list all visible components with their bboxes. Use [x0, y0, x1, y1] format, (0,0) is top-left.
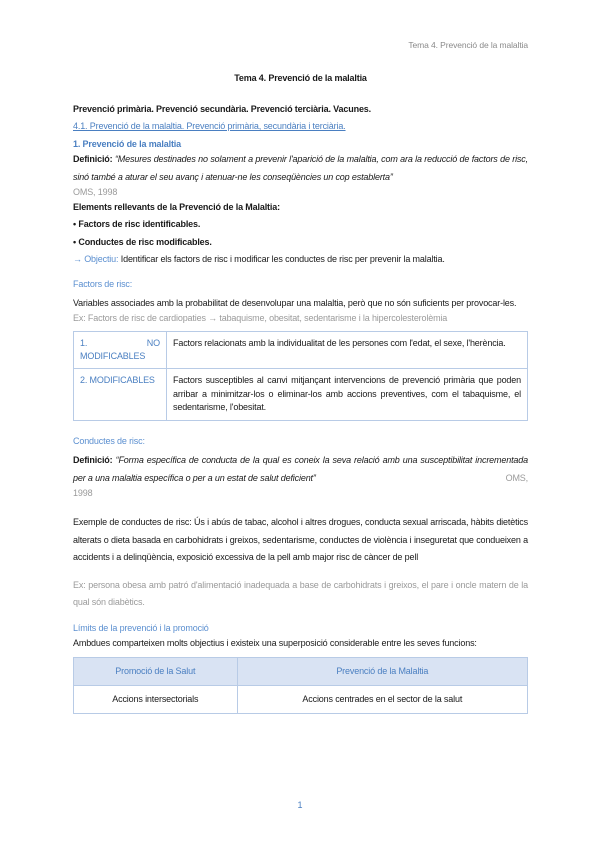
definition-2 — [73, 452, 528, 487]
definition-2-source: OMS, — [505, 472, 528, 483]
risk-description-cell: Factors relacionats amb la individualitat de les persones com l'edat, el sexe, l'herència. — [167, 332, 528, 369]
risk-description-cell: Factors susceptibles al canvi mitjançant intervencions de prevenció primària que poden arribar a minimitzar-los o eliminar-los amb accions preventives, com el tabaquisme, el sedentarisme, l'obesitat. — [167, 369, 528, 421]
conductes-example-2: Ex: persona obesa amb patró d'alimentació inadequada a base de carbohidrats i greixos, el pare i oncle matern de la qual són diabètics. — [73, 579, 528, 608]
bullet-factors: • Factors de risc identificables. — [73, 219, 201, 230]
heading-prevencio: 1. Prevenció de la malaltia — [73, 139, 182, 150]
running-header: Tema 4. Prevenció de la malaltia — [408, 40, 528, 50]
heading-conductes: Conductes de risc: — [73, 435, 145, 446]
risk-type-modificables: MODIFICABLES — [80, 351, 146, 362]
bullet-conductes: • Conductes de risc modificables. — [73, 236, 212, 247]
definition-1 — [73, 151, 528, 186]
risk-type-cell: 2. MODIFICABLES — [74, 369, 167, 421]
col-header-prevencio: Prevenció de la Malaltia — [237, 658, 527, 686]
objective-text: Identificar els factors de risc i modificar les conductes de risc per prevenir la malaltia. — [120, 253, 445, 264]
heading-factors: Factors de risc: — [73, 278, 133, 289]
objective-label: → Objectiu: — [73, 253, 119, 264]
risk-factors-table — [73, 331, 528, 421]
limits-text: Ambdues comparteixen molts objectius i existeix una superposició considerable entre les seves funcions: — [73, 637, 477, 648]
table-row — [74, 332, 528, 369]
document-title: Tema 4. Prevenció de la malaltia — [234, 73, 367, 83]
factors-definition: Variables associades amb la probabilitat de desenvolupar una malaltia, però que no són suficients per provocar-les. — [73, 297, 517, 308]
definition-1-text: “Mesures destinades no solament a prevenir l'aparició de la malaltia, com ara la reducció de factors de risc, sinó també a aturar el seu avanç i atenuar-ne les conseqüències un cop establerta” — [73, 154, 528, 182]
objective-line — [73, 251, 528, 268]
table-cell: Accions centrades en el sector de la salut — [237, 686, 527, 714]
definition-2-text: “Forma específica de conducta de la qual es coneix la seva relació amb una susceptibilitat incrementada per a una malaltia específica o per a un estat de salut deficient” — [73, 454, 528, 483]
definition-1-source: OMS, 1998 — [73, 187, 118, 198]
table-row — [74, 686, 528, 714]
definition-1-label: Definició: — [73, 154, 113, 165]
col-header-promocio: Promoció de la Salut — [74, 658, 238, 686]
table-header-row — [74, 658, 528, 686]
page-number: 1 — [297, 800, 303, 810]
section-link[interactable]: 4.1. Prevenció de la malaltia. Prevenció primària, secundària i terciària. — [73, 121, 346, 132]
definition-2-label: Definició: — [73, 454, 113, 465]
risk-type-no: NO — [146, 338, 160, 349]
heading-limits: Límits de la prevenció i la promoció — [73, 622, 209, 633]
conductes-example: Exemple de conductes de risc: Ús i abús de tabac, alcohol i altres drogues, conducta sexual arriscada, hàbits dietètics alterats o dieta basada en carbohidrats i greixos, sedentarisme, conductes de violència i inseguretat que condueixen a accidents i a delinqüència, exposició excessiva de la pell amb major risc de càncer de pell — [73, 517, 528, 563]
definition-2-year: 1998 — [73, 488, 93, 499]
table-row — [74, 369, 528, 421]
table-cell: Accions intersectorials — [74, 686, 238, 714]
promotion-prevention-table — [73, 657, 528, 714]
document-subtitle: Prevenció primària. Prevenció secundària. Prevenció terciària. Vacunes. — [73, 104, 372, 115]
document-body — [73, 70, 528, 714]
elements-heading: Elements rellevants de la Prevenció de la Malaltia: — [73, 202, 280, 213]
risk-type-cell — [74, 332, 167, 369]
factors-example: Ex: Factors de risc de cardiopaties → tabaquisme, obesitat, sedentarisme i la hipercolesterolèmia — [73, 313, 448, 324]
risk-type-number: 1. — [80, 338, 88, 349]
